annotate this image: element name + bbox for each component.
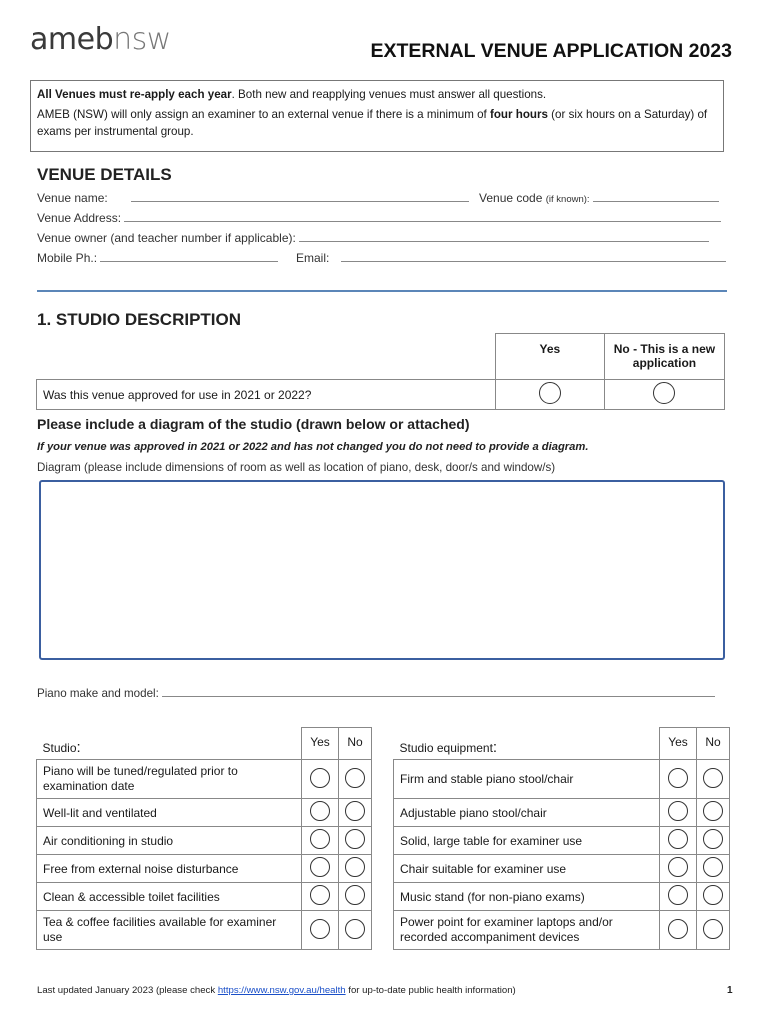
diagram-note: If your venue was approved in 2021 or 2022 and has not changed you do not need to provide a diagram. <box>37 441 589 453</box>
intro-line-2-post: (or six hours on a Saturday) of exams per instrumental group. <box>37 108 708 138</box>
equipment-yes-cell <box>660 855 697 883</box>
footer-pre: Last updated January 2023 (please check <box>37 985 218 996</box>
equipment-row-label: Adjustable piano stool/chair <box>394 799 660 827</box>
equipment-yes-cell <box>660 883 697 911</box>
venue-details-heading: VENUE DETAILS <box>37 165 172 184</box>
equipment-yes-cell <box>660 760 697 799</box>
studio-yes-cell <box>302 827 339 855</box>
studio-col-yes: Yes <box>302 728 339 760</box>
approval-col-yes: Yes <box>495 334 604 380</box>
equipment-yes-radio[interactable] <box>668 919 688 939</box>
intro-line-1-rest: . Both new and reapplying venues must answer all questions. <box>231 88 547 101</box>
approval-col-no: No - This is a new application <box>604 334 724 380</box>
piano-row <box>37 687 715 700</box>
diagram-label: Diagram (please include dimensions of room as well as location of piano, desk, door/s and window/s) <box>37 461 556 474</box>
equipment-no-radio[interactable] <box>703 801 723 821</box>
logo-part-nsw: nsw <box>113 22 171 57</box>
mobile-row <box>37 251 278 265</box>
equipment-col-yes: Yes <box>660 728 697 760</box>
venue-owner-field[interactable] <box>299 241 709 242</box>
approval-no-cell <box>604 380 724 410</box>
venue-owner-row <box>37 231 709 245</box>
equipment-yes-radio[interactable] <box>668 857 688 877</box>
studio-no-radio[interactable] <box>345 801 365 821</box>
equipment-yes-radio[interactable] <box>668 768 688 788</box>
studio-yes-radio[interactable] <box>310 801 330 821</box>
equipment-row-label: Power point for examiner laptops and/or recorded accompaniment devices <box>394 911 660 950</box>
equipment-no-cell <box>696 799 729 827</box>
approval-question: Was this venue approved for use in 2021 or 2022? <box>37 380 496 410</box>
studio-row-label: Free from external noise disturbance <box>37 855 302 883</box>
mobile-field[interactable] <box>100 261 278 262</box>
health-link[interactable]: https://www.nsw.gov.au/health <box>217 985 346 996</box>
section-divider <box>37 290 727 292</box>
studio-table-heading: Studio: <box>42 738 81 756</box>
logo-part-ameb: ameb <box>30 22 114 57</box>
venue-address-row <box>37 211 721 225</box>
equipment-row-label: Music stand (for non-piano exams) <box>394 883 660 911</box>
equipment-no-radio[interactable] <box>703 768 723 788</box>
page-number: 1 <box>727 985 733 996</box>
studio-yes-cell <box>302 799 339 827</box>
equipment-no-cell <box>696 883 729 911</box>
studio-no-cell <box>338 827 371 855</box>
approval-yes-radio[interactable] <box>539 382 561 404</box>
mobile-label: Mobile Ph.: <box>37 251 98 265</box>
studio-no-cell <box>338 855 371 883</box>
studio-yes-cell <box>302 883 339 911</box>
intro-bold-four-hours: four hours <box>489 108 548 121</box>
equipment-col-no: No <box>696 728 729 760</box>
approval-table-blank-cell <box>37 334 496 380</box>
approval-no-radio[interactable] <box>653 382 675 404</box>
equipment-row-label: Solid, large table for examiner use <box>394 827 660 855</box>
piano-field[interactable] <box>162 696 715 697</box>
equipment-yes-radio[interactable] <box>668 801 688 821</box>
equipment-table <box>393 727 730 950</box>
piano-label: Piano make and model: <box>37 687 159 700</box>
studio-row-label: Air conditioning in studio <box>37 827 302 855</box>
diagram-heading: Please include a diagram of the studio (drawn below or attached) <box>37 416 470 432</box>
studio-no-radio[interactable] <box>345 768 365 788</box>
studio-col-no: No <box>338 728 371 760</box>
venue-address-label: Venue Address: <box>37 211 122 225</box>
studio-yes-cell <box>302 760 339 799</box>
studio-row-label: Tea & coffee facilities available for examiner use <box>37 911 302 950</box>
studio-table <box>36 727 372 950</box>
approval-table <box>36 333 725 410</box>
equipment-yes-radio[interactable] <box>668 829 688 849</box>
venue-code-hint: (if known): <box>545 194 590 205</box>
studio-yes-radio[interactable] <box>310 857 330 877</box>
email-field[interactable] <box>341 261 726 262</box>
intro-box <box>30 80 724 152</box>
studio-no-radio[interactable] <box>345 857 365 877</box>
equipment-no-radio[interactable] <box>703 885 723 905</box>
intro-line-1 <box>37 86 717 103</box>
approval-yes-cell <box>495 380 604 410</box>
intro-line-2-pre: AMEB (NSW) will only assign an examiner to an external venue if there is a minimum of <box>37 108 490 121</box>
equipment-row-label: Chair suitable for examiner use <box>394 855 660 883</box>
venue-name-label: Venue name: <box>37 191 108 205</box>
studio-row-label: Piano will be tuned/regulated prior to examination date <box>37 760 302 799</box>
venue-code-label: Venue code <box>479 191 543 205</box>
studio-no-radio[interactable] <box>345 829 365 849</box>
equipment-no-radio[interactable] <box>703 919 723 939</box>
studio-no-cell <box>338 883 371 911</box>
studio-description-heading: 1. STUDIO DESCRIPTION <box>37 310 242 329</box>
equipment-no-cell <box>696 760 729 799</box>
studio-yes-radio[interactable] <box>310 885 330 905</box>
email-row <box>296 251 726 265</box>
equipment-table-heading: Studio equipment: <box>399 738 498 756</box>
equipment-row-label: Firm and stable piano stool/chair <box>394 760 660 799</box>
studio-row-label: Well-lit and ventilated <box>37 799 302 827</box>
studio-no-radio[interactable] <box>345 919 365 939</box>
venue-name-field[interactable] <box>131 201 469 202</box>
footer-post: for up-to-date public health information) <box>345 985 516 996</box>
equipment-no-cell <box>696 855 729 883</box>
venue-owner-label: Venue owner (and teacher number if applicable): <box>37 231 296 245</box>
equipment-no-cell <box>696 911 729 950</box>
intro-bold-reapply: All Venues must re-apply each year <box>37 88 232 101</box>
venue-name-row <box>37 191 469 205</box>
equipment-no-radio[interactable] <box>703 857 723 877</box>
equipment-no-cell <box>696 827 729 855</box>
studio-yes-radio[interactable] <box>310 768 330 788</box>
studio-row-label: Clean & accessible toilet facilities <box>37 883 302 911</box>
amebnsw-logo <box>30 22 171 57</box>
studio-no-cell <box>338 911 371 950</box>
studio-yes-cell <box>302 855 339 883</box>
venue-code-field[interactable] <box>593 201 719 202</box>
studio-no-cell <box>338 799 371 827</box>
studio-no-cell <box>338 760 371 799</box>
studio-yes-radio[interactable] <box>310 919 330 939</box>
footer-note <box>37 985 516 996</box>
studio-yes-cell <box>302 911 339 950</box>
equipment-no-radio[interactable] <box>703 829 723 849</box>
venue-address-field[interactable] <box>124 221 721 222</box>
diagram-box[interactable] <box>39 480 725 660</box>
intro-line-2 <box>37 106 717 140</box>
equipment-yes-cell <box>660 827 697 855</box>
studio-yes-radio[interactable] <box>310 829 330 849</box>
page-title: EXTERNAL VENUE APPLICATION 2023 <box>370 40 732 62</box>
email-label: Email: <box>296 251 330 265</box>
equipment-yes-cell <box>660 911 697 950</box>
studio-no-radio[interactable] <box>345 885 365 905</box>
venue-code-row <box>479 191 719 205</box>
equipment-yes-radio[interactable] <box>668 885 688 905</box>
equipment-yes-cell <box>660 799 697 827</box>
